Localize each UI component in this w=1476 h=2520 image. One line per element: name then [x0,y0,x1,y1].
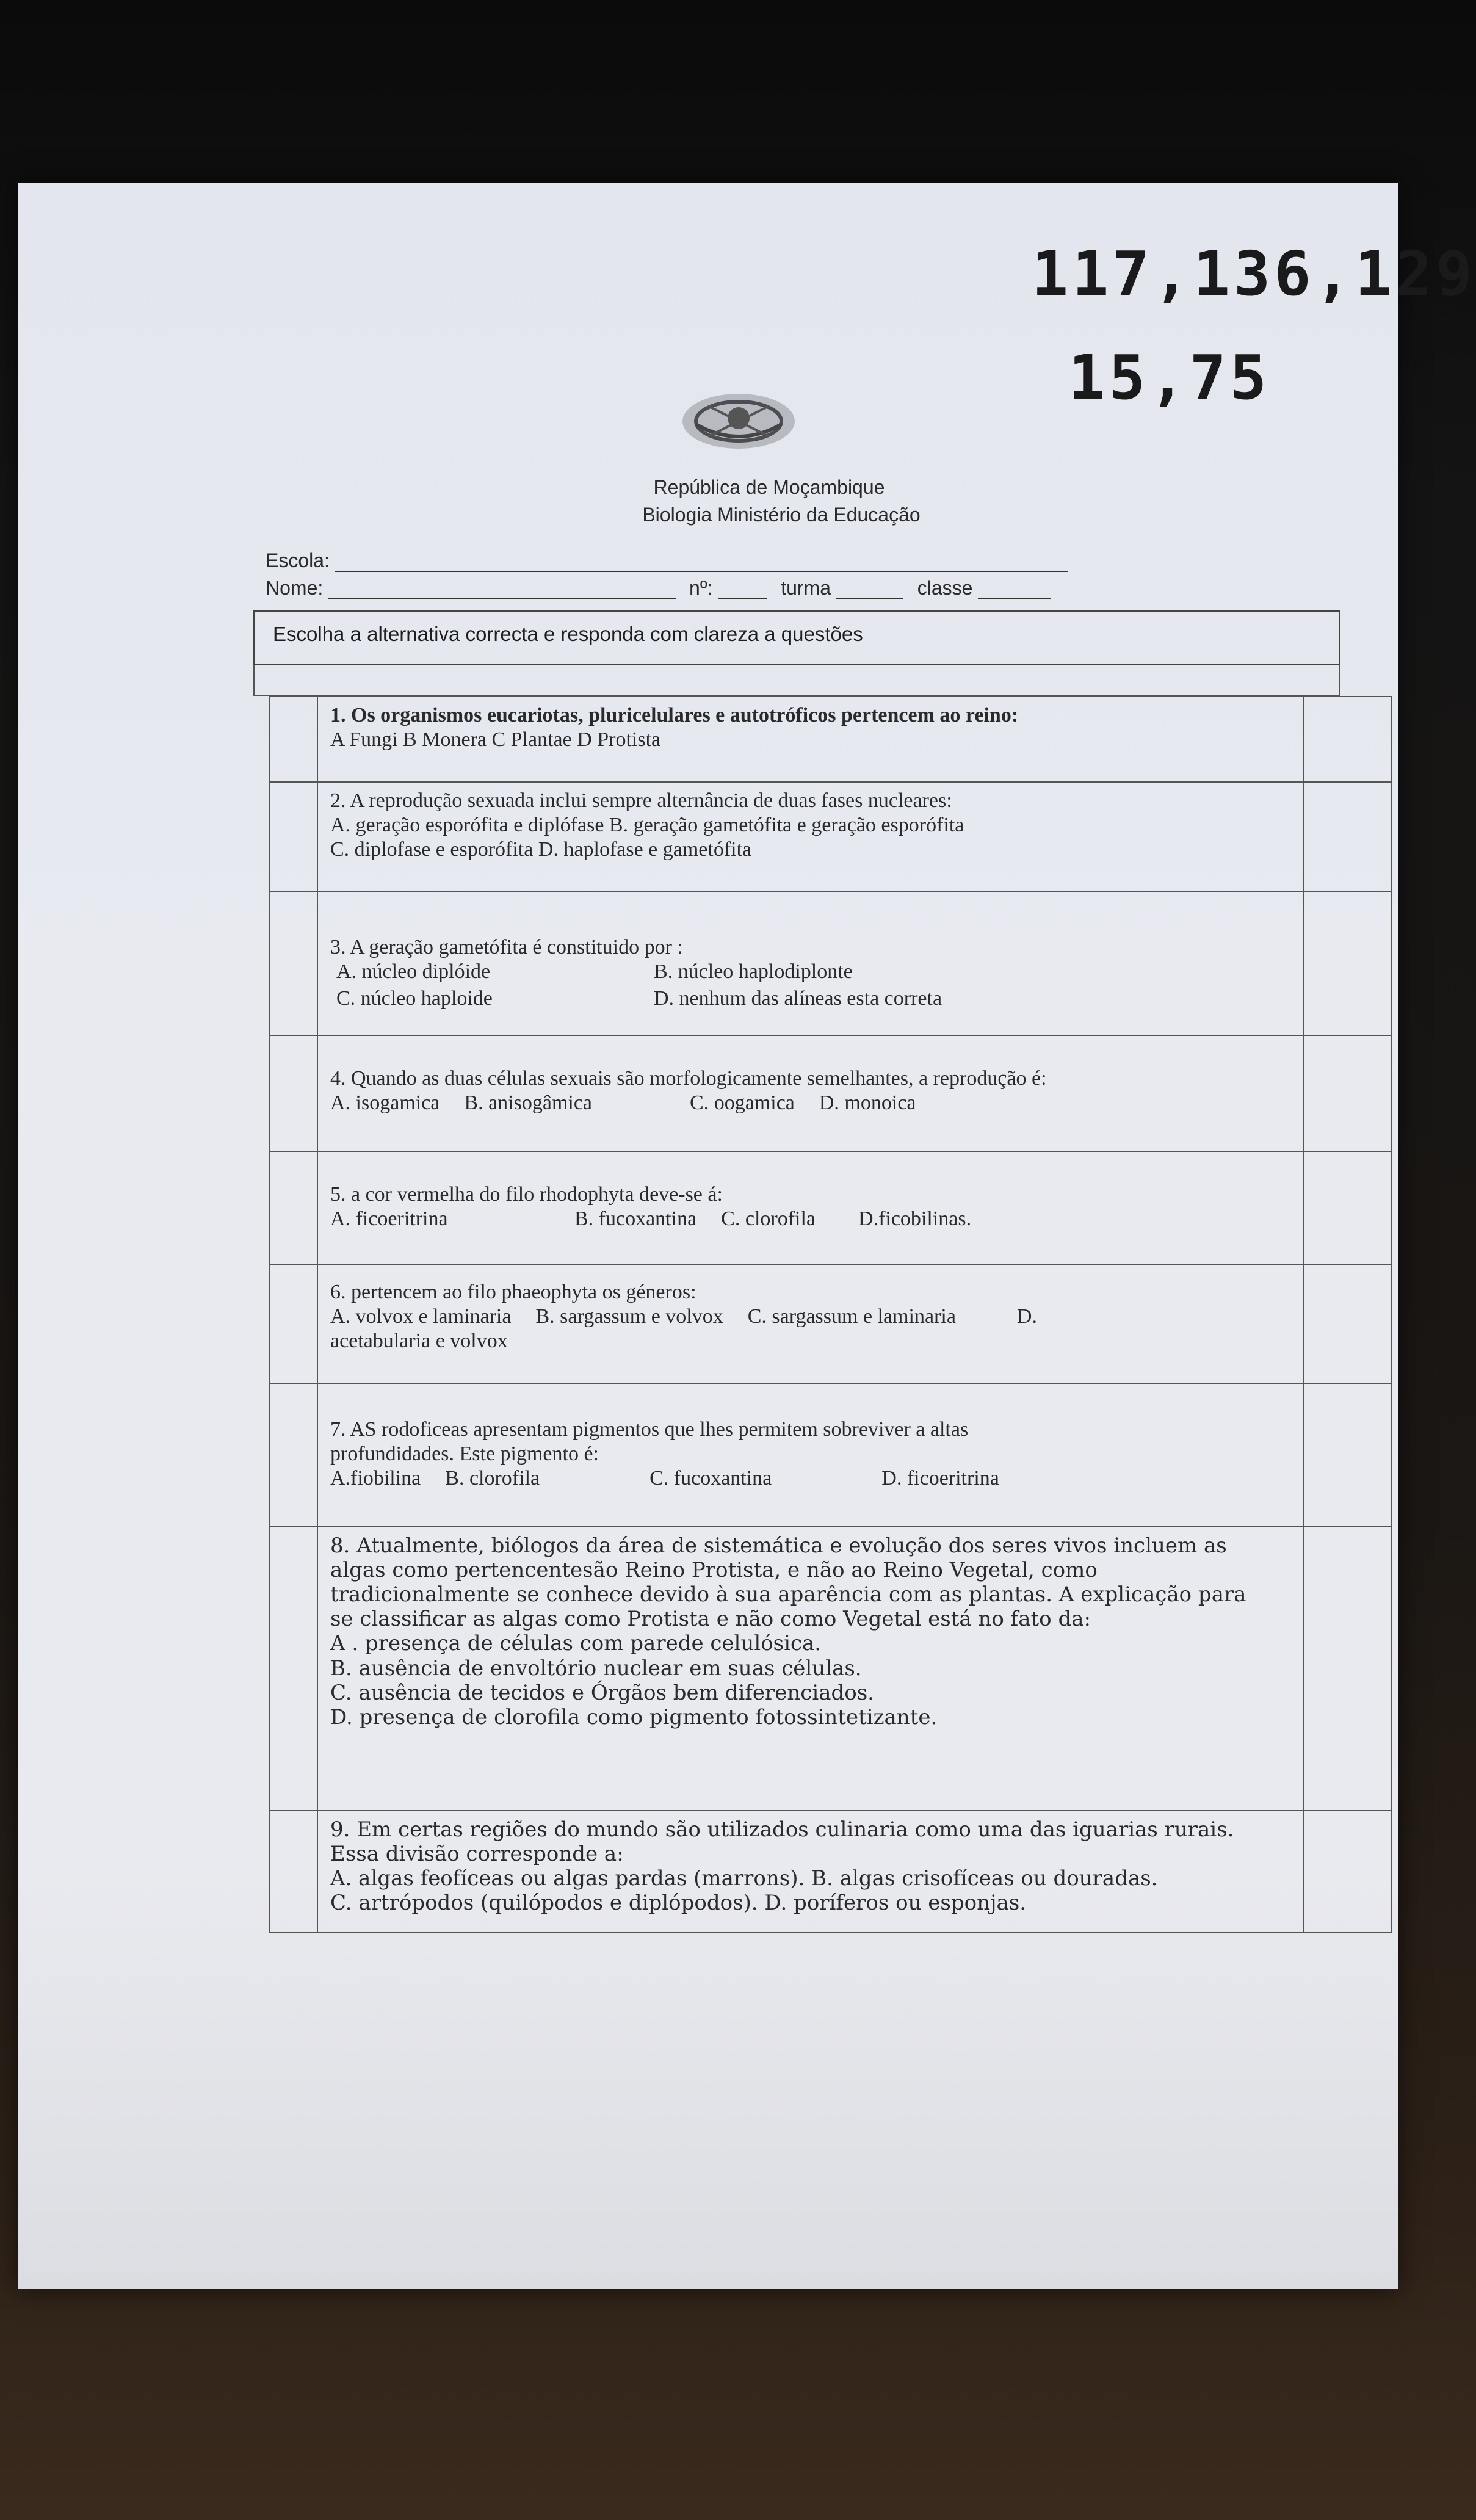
question-body [317,1151,1303,1264]
answer-cell[interactable] [1303,782,1391,892]
number-cell [269,697,317,782]
handwritten-numbers-line1: 117,136,129 [1032,238,1476,310]
question-options-line1: A. algas feofíceas ou algas pardas (marrons). B. algas crisofíceas ou douradas. [330,1866,1158,1891]
answer-cell[interactable] [1303,892,1391,1035]
answer-cell[interactable] [1303,1811,1391,1933]
question-row-3 [269,892,1391,1035]
question-body [317,1811,1303,1933]
question-row-4 [269,1035,1391,1151]
question-options: A Fungi B Monera C Plantae D Protista [330,728,661,751]
question-text-line1: 8. Atualmente, biólogos da área de sistemática e evolução dos seres vivos incluem as [330,1533,1227,1558]
instruction-text: Escolha a alternativa correcta e responda com clareza a questões [273,623,863,645]
option-c: C. fucoxantina [649,1467,772,1490]
option-b: B. fucoxantina [574,1208,697,1231]
question-body [317,697,1303,782]
option-d-continued: acetabularia e volvox [330,1330,508,1353]
option-b: B. ausência de envoltório nuclear em suas células. [330,1656,862,1681]
question-text: 7. AS rodoficeas apresentam pigmentos que lhes permitem sobreviver a altas [330,1418,969,1441]
option-b: B. núcleo haplodiplonte [654,960,853,983]
option-c: C. sargassum e laminaria [747,1305,956,1328]
option-c: C. clorofila [721,1208,816,1231]
answer-cell[interactable] [1303,1383,1391,1527]
option-a: A.fiobilina [330,1467,421,1490]
option-d: D. [1016,1305,1037,1328]
option-a: A. isogamica [330,1092,440,1115]
option-d: D. nenhum das alíneas esta correta [654,987,942,1010]
question-row-7 [269,1383,1391,1527]
option-d: D.ficobilinas. [858,1208,972,1231]
numero-field[interactable] [718,580,767,599]
question-row-8 [269,1527,1391,1811]
question-body [317,1035,1303,1151]
number-cell [269,1527,317,1811]
question-text-line2: algas como pertencentesão Reino Protista, e não ao Reino Vegetal, como [330,1558,1098,1583]
option-b: B. sargassum e volvox [535,1305,723,1328]
answer-cell[interactable] [1303,1264,1391,1383]
classe-label: classe [917,577,973,599]
nome-label: Nome: [266,577,324,599]
option-b: B. anisogâmica [464,1092,593,1115]
number-cell [269,1035,317,1151]
number-cell [269,1383,317,1527]
question-row-6 [269,1264,1391,1383]
question-options-line2: C. diplofase e esporófita D. haplofase e gametófita [330,838,752,861]
number-cell [269,1264,317,1383]
question-options-line2: C. artrópodos (quilópodos e diplópodos). D. poríferos ou esponjas. [330,1891,1027,1916]
answer-cell[interactable] [1303,697,1391,782]
question-row-9 [269,1811,1391,1933]
question-text: 6. pertencem ao filo phaeophyta os géneros: [330,1281,696,1303]
handwritten-numbers-line2: 15,75 [1068,342,1271,413]
instruction-box [253,610,1340,665]
question-body [317,1383,1303,1527]
question-body [317,1264,1303,1383]
question-row-5 [269,1151,1391,1264]
number-cell [269,782,317,892]
answer-cell[interactable] [1303,1527,1391,1811]
question-body [317,892,1303,1035]
answer-cell[interactable] [1303,1035,1391,1151]
question-body [317,1527,1303,1811]
question-row-1 [269,697,1391,782]
turma-field[interactable] [836,580,903,599]
option-a: A . presença de células com parede celulósica. [330,1631,822,1656]
question-text-line2: Essa divisão corresponde a: [330,1842,624,1867]
turma-label: turma [781,577,831,599]
option-d: D. presença de clorofila como pigmento fotossintetizante. [330,1704,938,1729]
option-a: A. volvox e laminaria [330,1305,512,1328]
number-cell [269,1811,317,1933]
option-b: B. clorofila [445,1467,540,1490]
question-options-line1: A. geração esporófita e diplófase B. geração gametófita e geração esporófita [330,814,964,837]
questions-table [269,696,1392,1933]
question-text: 3. A geração gametófita é constituido por : [330,936,683,958]
question-text-line4: se classificar as algas como Protista e não como Vegetal está no fato da: [330,1607,1091,1632]
question-text: 1. Os organismos eucariotas, pluricelulares e autotróficos pertencem ao reino: [330,704,1019,726]
question-text-line3: tradicionalmente se conhece devido à sua aparência com as plantas. A explicação para [330,1582,1246,1607]
question-text: 2. A reprodução sexuada inclui sempre alternância de duas fases nucleares: [330,789,952,812]
option-a: A. ficoeritrina [330,1208,448,1231]
question-text-line1: 9. Em certas regiões do mundo são utilizados culinaria como uma das iguarias rurais. [330,1817,1234,1842]
question-text: 5. a cor vermelha do filo rhodophyta deve-se á: [330,1183,723,1206]
answer-cell[interactable] [1303,1151,1391,1264]
option-c: C. ausência de tecidos e Órgãos bem diferenciados. [330,1680,874,1705]
question-row-2 [269,782,1391,892]
question-text: 4. Quando as duas células sexuais são morfologicamente semelhantes, a reprodução é: [330,1067,1047,1090]
number-cell [269,892,317,1035]
question-text-line2: profundidades. Este pigmento é: [330,1443,599,1466]
question-body [317,782,1303,892]
coat-of-arms-seal [678,388,800,455]
header-ministry: Biologia Ministério da Educação [642,504,921,526]
instruction-box-lower [253,665,1340,696]
escola-label: Escola: [266,549,330,571]
numero-label: nº: [689,577,713,599]
option-d: D. monoica [819,1092,916,1115]
option-a: A. núcleo diplóide [336,960,491,983]
option-d: D. ficoeritrina [881,1467,999,1490]
exam-paper [18,183,1476,2289]
number-cell [269,1151,317,1264]
option-c: C. núcleo haploide [336,987,493,1010]
escola-row [266,549,1068,572]
nome-row [266,577,1051,599]
option-c: C. oogamica [690,1092,795,1115]
classe-field[interactable] [978,580,1051,599]
nome-field[interactable] [328,580,676,599]
escola-field[interactable] [335,552,1068,572]
header-country: República de Moçambique [653,476,885,498]
